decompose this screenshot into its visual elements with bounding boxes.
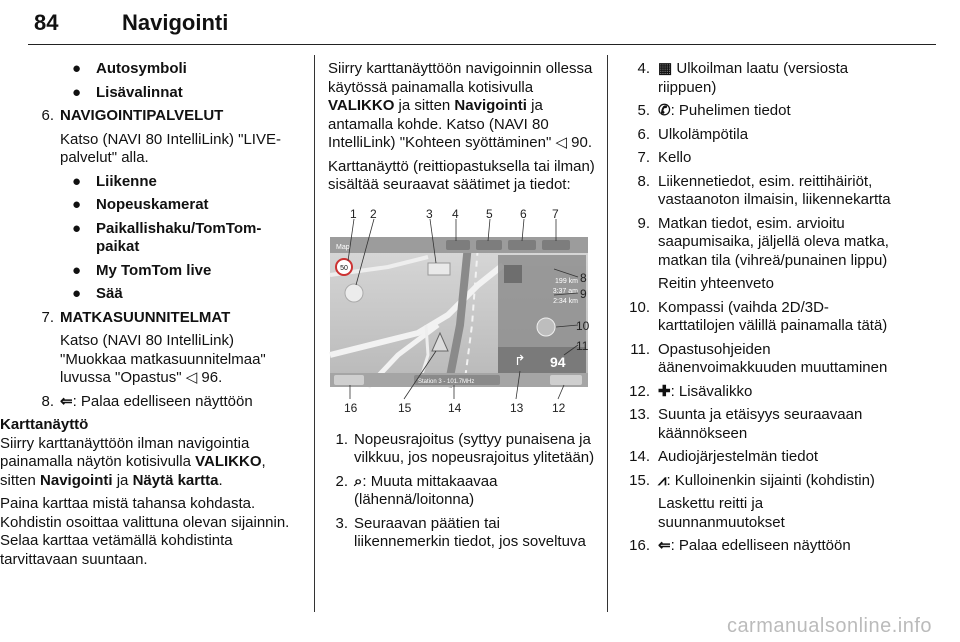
callout-14: 14 bbox=[448, 400, 462, 415]
svg-text:Station 3 - 101.7MHz: Station 3 - 101.7MHz bbox=[418, 378, 475, 385]
zoom-icon: ⌕ bbox=[354, 472, 363, 490]
list-item: 16. ⇐: Palaa edelliseen näyttöön bbox=[629, 537, 851, 554]
list-item: 3. Seuraavan päätien tai liikennemerkin tiedot, jos soveltuva bbox=[335, 514, 586, 550]
svg-text:↱: ↱ bbox=[514, 352, 526, 369]
callout-10: 10 bbox=[576, 318, 590, 333]
list-item: ● Autosymboli bbox=[72, 60, 187, 77]
svg-text:Map: Map bbox=[336, 243, 350, 251]
callout-9: 9 bbox=[580, 286, 587, 301]
callout-3: 3 bbox=[426, 206, 433, 221]
map-screen-figure bbox=[328, 205, 590, 415]
list-item: 13. Suunta ja etäisyys seuraavaan käännökseen bbox=[629, 406, 863, 442]
list-item-7-text: Katso (NAVI 80 IntelliLink) "Muokkaa matkasuunnitelmaa" luvussa "Opastus" ◁ 96. bbox=[60, 332, 266, 386]
back-arrow-icon: ⇐ bbox=[60, 392, 73, 410]
section-paragraph-2: Paina karttaa mistä tahansa kohdasta. Kohdistin osoittaa valittuna olevan sijainnin. Selaa karttaa vetämällä kohdistinta tarvittavaan suuntaan. bbox=[0, 495, 290, 568]
route-summary-text: Reitin yhteenveto bbox=[658, 275, 774, 292]
list-item: ● Sää bbox=[72, 285, 123, 302]
callout-15: 15 bbox=[398, 400, 412, 415]
list-item: 10. Kompassi (vaihda 2D/3D-karttatilojen välillä painamalla tätä) bbox=[629, 298, 888, 334]
svg-text:2:34 km: 2:34 km bbox=[553, 297, 578, 305]
callout-13: 13 bbox=[510, 400, 524, 415]
watermark: carmanualsonline.info bbox=[726, 615, 932, 637]
page-header bbox=[28, 0, 936, 45]
list-item: 5. ✆: Puhelimen tiedot bbox=[637, 102, 791, 119]
list-item: 4. ▦ Ulkoilman laatu (versiosta riippuen) bbox=[637, 60, 849, 96]
page-title: Navigointi bbox=[122, 10, 229, 35]
list-item: ● Nopeuskamerat bbox=[72, 196, 209, 213]
svg-text:50: 50 bbox=[340, 264, 348, 272]
callout-2: 2 bbox=[370, 206, 377, 221]
section-title: Karttanäyttö bbox=[0, 416, 89, 433]
list-item: 14. Audiojärjestelmän tiedot bbox=[629, 448, 819, 465]
page-number: 84 bbox=[34, 10, 59, 35]
column-divider-1 bbox=[314, 55, 315, 612]
list-item-8: 8. ⇐: Palaa edelliseen näyttöön bbox=[41, 392, 253, 410]
svg-text:3:37 am: 3:37 am bbox=[552, 287, 578, 295]
callout-11: 11 bbox=[576, 338, 589, 353]
list-item-6: 6. NAVIGOINTIPALVELUT bbox=[41, 107, 224, 124]
list-item: 8. Liikennetiedot, esim. reittihäiriöt, vastaanoton ilmaisin, liikennekartta bbox=[637, 172, 891, 208]
list-item: 9. Matkan tiedot, esim. arvioitu saapumisaika, jäljellä oleva matka, matkan tila (vihreä/punainen lippu) bbox=[637, 214, 889, 269]
list-item: 7. Kello bbox=[637, 149, 692, 166]
air-quality-icon: ▦ bbox=[658, 60, 673, 77]
list-item: 15. ⩘: Kulloinenkin sijainti (kohdistin) bbox=[629, 471, 875, 489]
callout-8: 8 bbox=[580, 270, 587, 285]
back-arrow-icon: ⇐ bbox=[658, 537, 671, 554]
svg-text:94: 94 bbox=[550, 353, 566, 370]
callout-4: 4 bbox=[452, 206, 459, 221]
list-item: ● My TomTom live bbox=[72, 261, 212, 279]
route-text: Laskettu reitti ja suunnanmuutokset bbox=[658, 495, 785, 531]
list-item: 2. ⌕: Muuta mittakaavaa (lähennä/loitonna) bbox=[335, 472, 498, 508]
position-cursor-icon: ⩘ bbox=[658, 471, 667, 489]
list-item: 1. Nopeusrajoitus (syttyy punaisena ja vilkkuu, jos nopeusrajoitus ylitetään) bbox=[335, 430, 595, 466]
callout-1: 1 bbox=[350, 206, 357, 221]
callout-6: 6 bbox=[520, 206, 527, 221]
list-item: 11. Opastusohjeiden äänenvoimakkuuden muuttaminen bbox=[630, 340, 888, 376]
column-middle bbox=[328, 60, 596, 557]
list-item: ● Liikenne bbox=[72, 172, 157, 190]
callout-16: 16 bbox=[344, 400, 358, 415]
column-left bbox=[0, 60, 296, 574]
list-item-6-text: Katso (NAVI 80 IntelliLink) "LIVE-palvelut" alla. bbox=[60, 130, 281, 166]
paragraph-2: Karttanäyttö (reittiopastuksella tai ilman) sisältää seuraavat säätimet ja tiedot: bbox=[328, 157, 595, 193]
callout-7: 7 bbox=[552, 206, 559, 221]
callout-5: 5 bbox=[486, 206, 493, 221]
list-item: 6. Ulkolämpötila bbox=[637, 125, 749, 143]
list-item: ● Lisävalinnat bbox=[72, 83, 183, 101]
column-divider-2 bbox=[607, 55, 608, 612]
figure-callouts bbox=[328, 205, 590, 415]
list-item-7: 7. MATKASUUNNITELMAT bbox=[41, 308, 231, 326]
callout-12: 12 bbox=[552, 400, 566, 415]
plus-icon: ✚ bbox=[658, 382, 671, 400]
svg-text:199 km: 199 km bbox=[555, 277, 578, 285]
phone-icon: ✆ bbox=[658, 102, 671, 119]
section-paragraph-1: Siirry karttanäyttöön ilman navigointia painamalla näytön kotisivulla VALIKKO, sitten Navigointi ja Näytä kartta. bbox=[0, 434, 266, 489]
list-item: 12. ✚: Lisävalikko bbox=[629, 382, 753, 400]
paragraph-1: Siirry karttanäyttöön navigoinnin ollessa käytössä painamalla kotisivulla VALIKKO ja sitten Navigointi ja antamalla kohde. Katso (NAVI 80 IntelliLink) "Kohteen syöttäminen" ◁ 90. bbox=[328, 60, 593, 151]
list-item: ● Paikallishaku/TomTom-paikat bbox=[72, 219, 262, 255]
column-right bbox=[622, 60, 892, 561]
